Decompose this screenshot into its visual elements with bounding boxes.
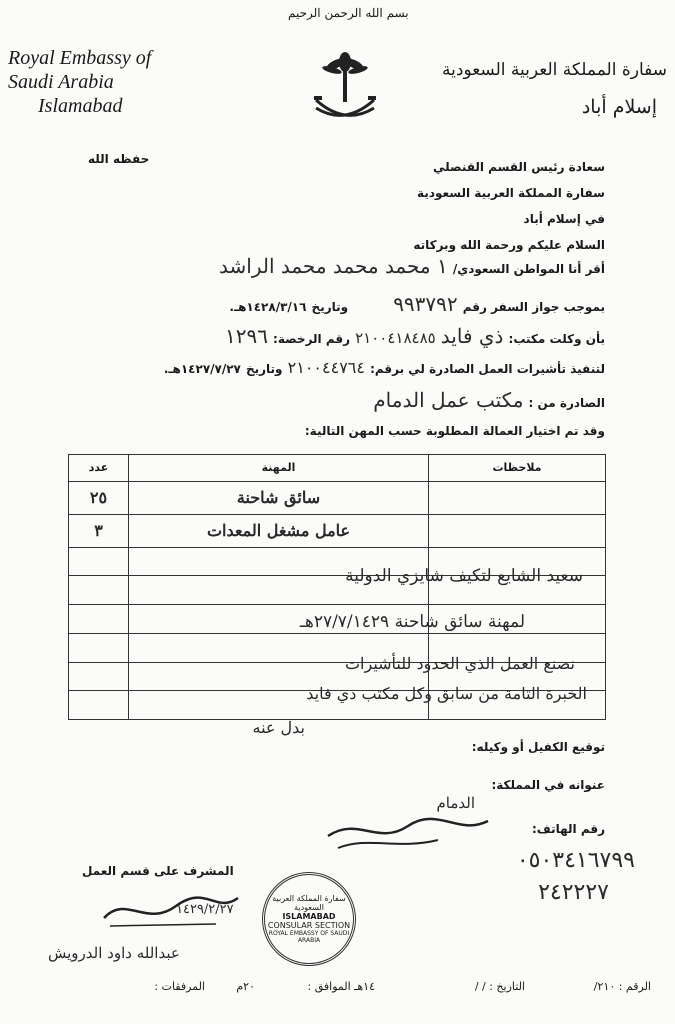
sponsor-signature-scribble [318, 806, 498, 856]
stamp-line1: سفارة المملكة العربية السعودية [272, 894, 346, 912]
footer-number-label: الرقم : [618, 980, 651, 993]
header-count: عدد [69, 455, 129, 482]
license-number: ١٢٩٦ [224, 324, 268, 348]
address-value: الدمام [436, 794, 475, 812]
hand-note-1: سعيد الشايع لتكيف شايزي الدولية [345, 566, 583, 586]
table-header-row [69, 455, 606, 482]
issued-from-row [105, 388, 605, 412]
footer-number-value: ٢١٠/ [593, 980, 616, 993]
stamp-line2: ISLAMABAD [282, 912, 336, 921]
license-extra: ٢١٠٠٤١٨٤٨٥ [355, 329, 436, 347]
footer-attachments: المرفقات : [154, 980, 205, 993]
footer-number [594, 980, 651, 993]
embassy-en-line2: Saudi Arabia [8, 71, 114, 93]
supervisor-label: المشرف على قسم العمل [82, 864, 234, 878]
stamp-line3: CONSULAR SECTION [267, 921, 351, 930]
row-count: ٢٥ [69, 481, 129, 514]
office-name: ذي فايد [440, 324, 504, 348]
embassy-en-line3: Islamabad [38, 95, 123, 117]
footer-date [475, 980, 525, 993]
footer-date-value: / / [474, 980, 486, 993]
passport-date: ١٤٢٨/٣/١٦هـ. [229, 300, 307, 314]
embassy-en-line1: Royal Embassy of [8, 47, 152, 69]
sponsor-signature-label: توقيع الكفيل أو وكيله: [471, 740, 605, 754]
row-profession: عامل مشغل المعدات [129, 514, 429, 547]
selection-text: وقد تم اختيار العمالة المطلوبة حسب المهن التالية: [304, 424, 605, 438]
stamp-line4: ROYAL EMBASSY OF SAUDI ARABIA [268, 930, 350, 944]
office-label: بأن وكلت مكتب: [508, 332, 605, 346]
hand-note-3: نصنع العمل الذي الحدود للتأشيرات [344, 654, 575, 673]
table-row [69, 481, 606, 514]
license-label: رقم الرخصة: [273, 332, 351, 346]
hafizahu: حفظه الله [88, 152, 150, 166]
visa-date-label: وتاريخ [245, 362, 283, 376]
footer-date-label: التاريخ : [489, 980, 525, 993]
footer-hijri: ١٤هـ الموافق : [307, 980, 375, 993]
row-notes [429, 481, 606, 514]
issued-from-office: مكتب عمل الدمام [373, 388, 524, 412]
visa-date: ١٤٢٧/٧/٢٧هـ. [163, 362, 241, 376]
citizen-row [105, 254, 605, 278]
visa-number: ٢١٠٠٤٤٧٦٤ [287, 358, 365, 377]
row-count: ٣ [69, 514, 129, 547]
row-profession: سائق شاحنة [129, 481, 429, 514]
passport-number: ٩٩٣٧٩٢ [393, 292, 458, 316]
office-row [50, 324, 605, 348]
supervisor-name: عبدالله داود الدرويش [48, 944, 180, 962]
hand-note-5: بدل عنه [252, 718, 305, 737]
addressee-line2: سفارة المملكة العربية السعودية [417, 186, 605, 200]
supervisor-date: ١٤٢٩/٢/٢٧ [176, 902, 234, 917]
visa-label: لتنفيذ تأشيرات العمل الصادرة لي برقم: [370, 362, 605, 376]
table-row [69, 514, 606, 547]
address-label: عنوانه في المملكة: [491, 778, 605, 792]
visa-row [50, 358, 605, 377]
embassy-arabic-name: سفارة المملكة العربية السعودية [442, 60, 667, 80]
professions-table [68, 454, 606, 720]
bismillah: بسم الله الرحمن الرحيم [288, 6, 409, 20]
saudi-emblem-icon [312, 48, 378, 126]
footer-year: ٢٠م [236, 980, 255, 993]
phone-number-1: ٠٥٠٣٤١٦٧٩٩ [516, 848, 635, 873]
passport-date-label: وتاريخ [311, 300, 349, 314]
hand-note-4: الخبرة التامة من سابق وكل مكتب ذي فايد [306, 684, 587, 703]
row-notes [429, 514, 606, 547]
phone-number-2: ٢٤٢٢٢٧ [538, 880, 609, 905]
header-notes: ملاحظات [429, 455, 606, 482]
passport-row [65, 292, 605, 316]
greeting: السلام عليكم ورحمة الله وبركاته [413, 238, 605, 252]
citizen-name: ١ محمد محمد محمد الراشد [219, 254, 448, 278]
passport-label: بموجب جواز السفر رقم [462, 300, 605, 314]
embassy-english-name [8, 46, 151, 118]
addressee-line1: سعادة رئيس القسم القنصلي [432, 160, 605, 174]
city-arabic: إسلام أباد [581, 96, 657, 118]
citizen-label: أقر أنا المواطن السعودي/ [452, 262, 605, 276]
addressee-line3: في إسلام أباد [523, 212, 605, 226]
hand-note-2: لمهنة سائق شاحنة ٢٧/٧/١٤٢٩هـ [299, 612, 525, 632]
header-profession: المهنة [129, 455, 429, 482]
issued-from-label: الصادرة من : [528, 396, 605, 410]
consular-stamp [262, 872, 356, 966]
phone-label: رقم الهاتف: [532, 822, 605, 836]
